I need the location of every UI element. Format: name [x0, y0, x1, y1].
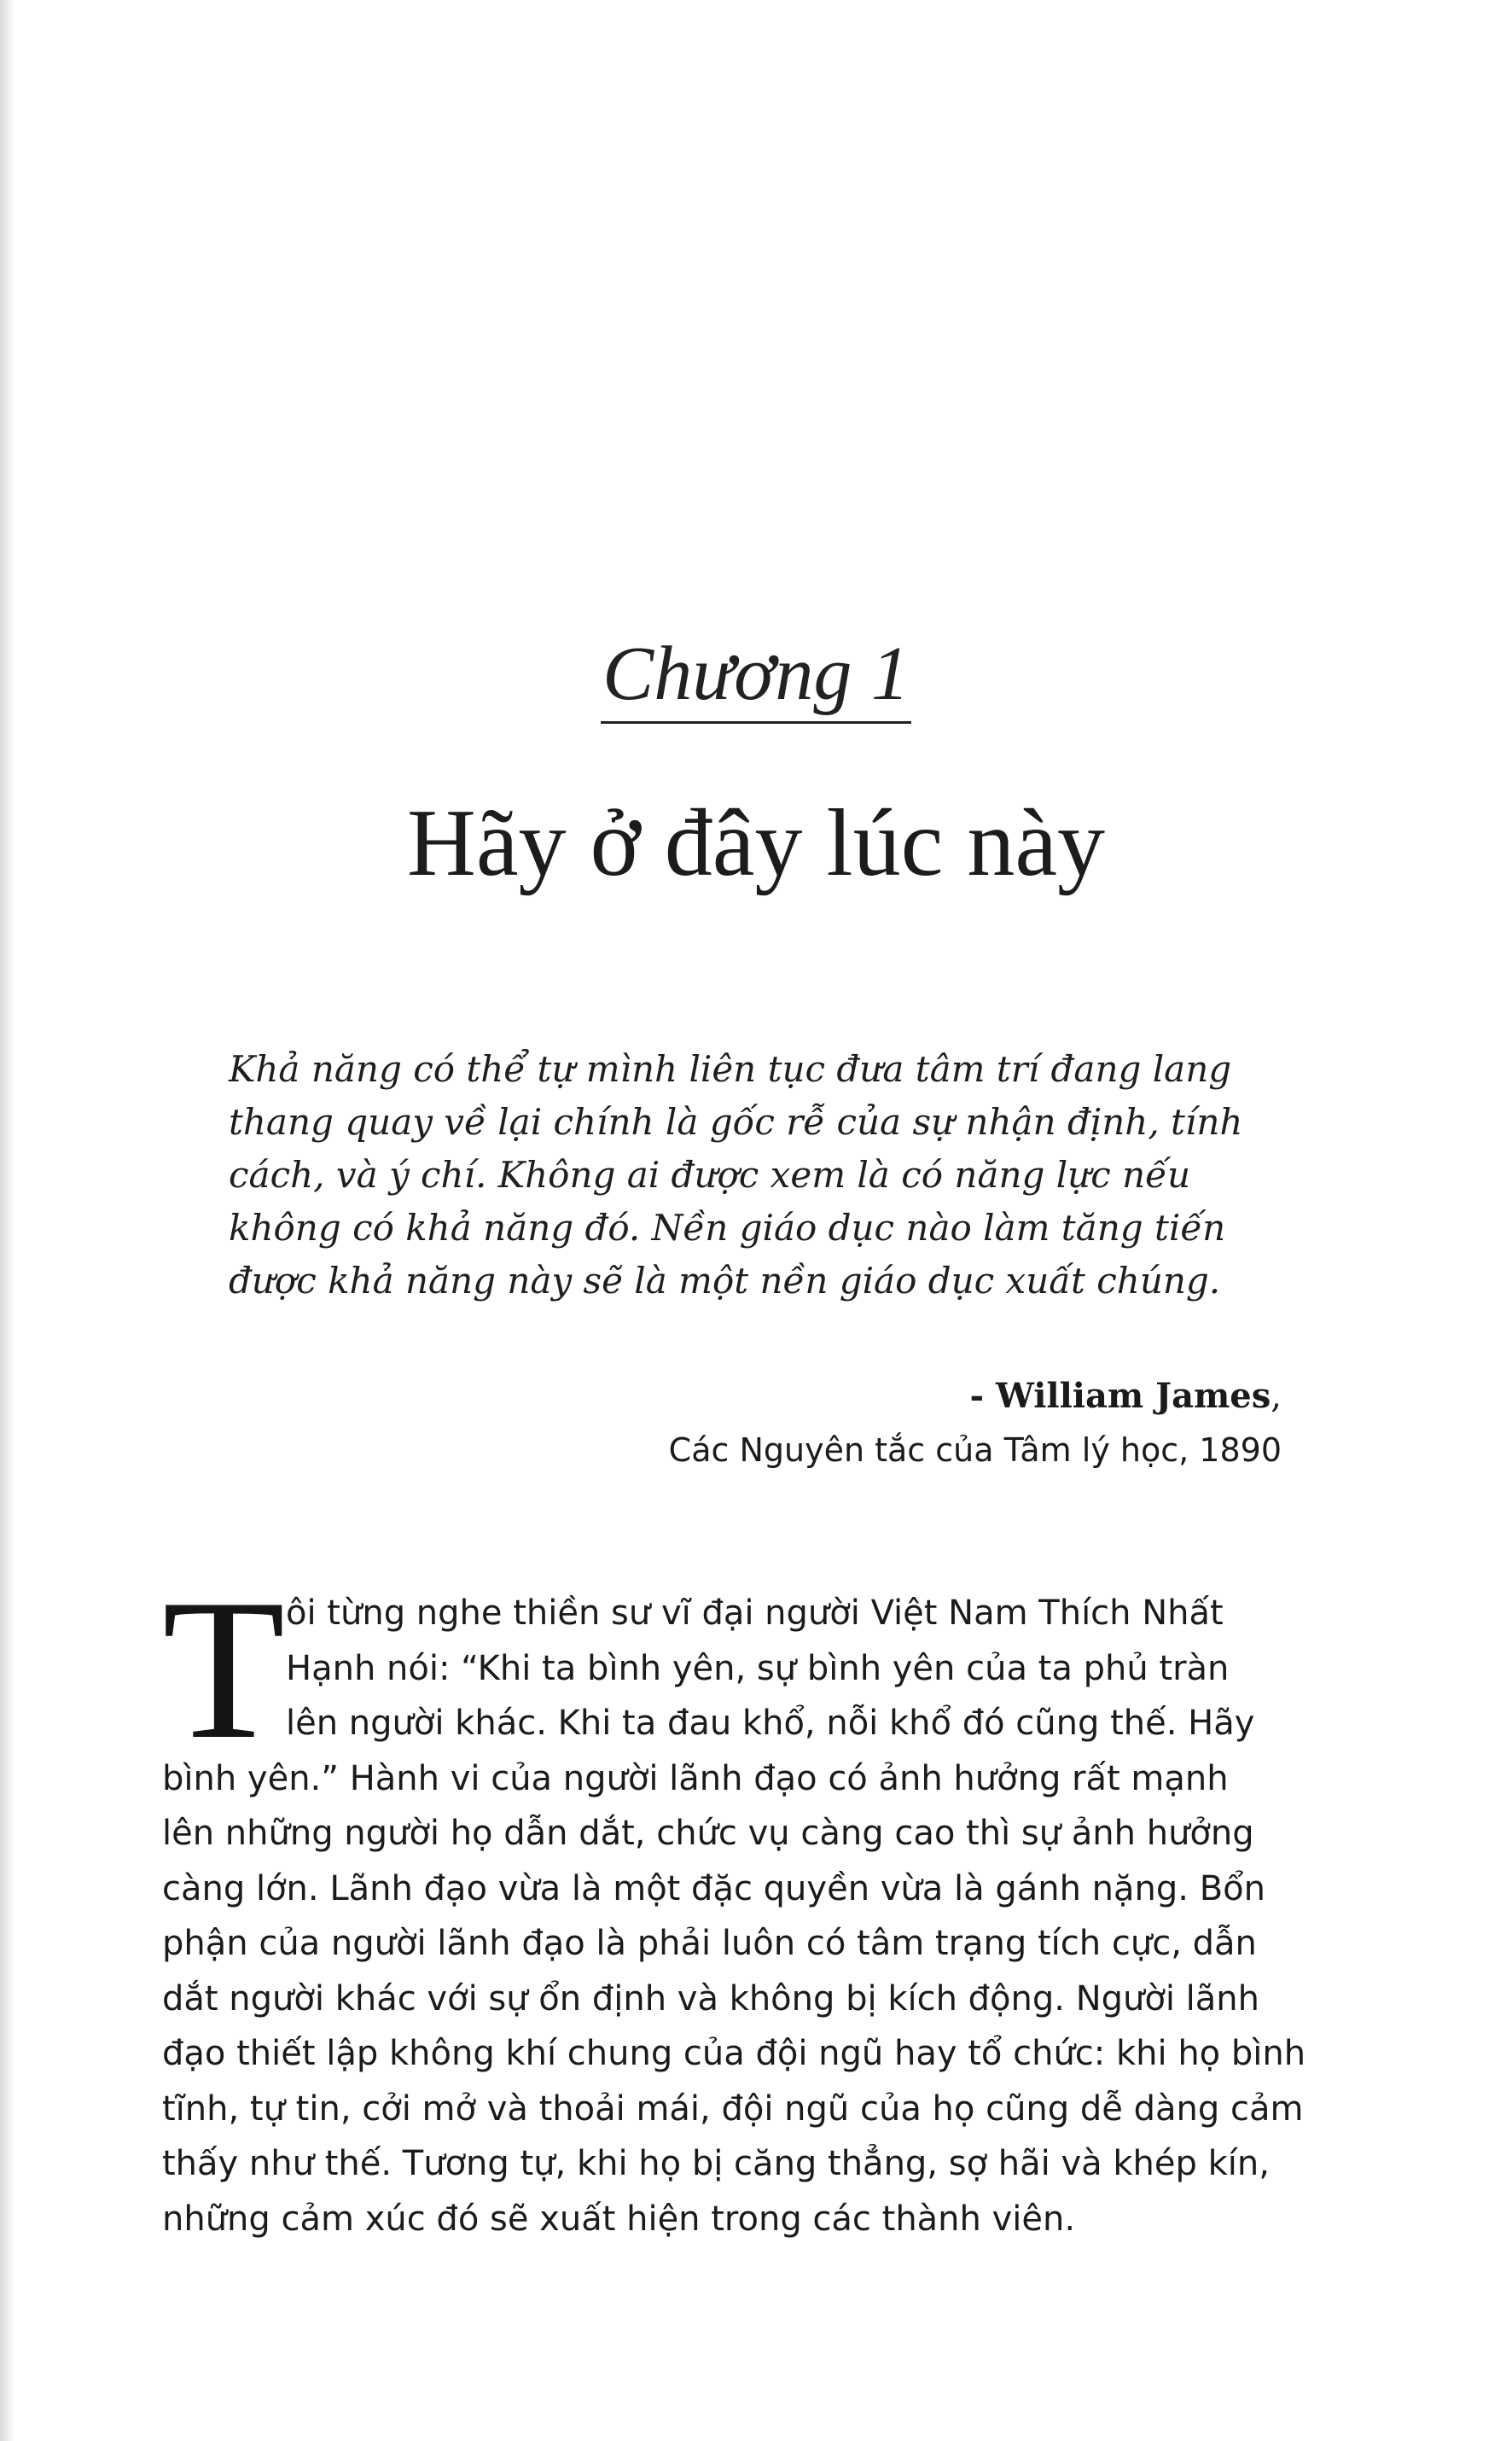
- body-line: lên những người họ dẫn dắt, chức vụ càng cao thì sự ảnh hưởng: [162, 1814, 1254, 1853]
- body-line: đạo thiết lập không khí chung của đội ngũ hay tổ chức: khi họ bình: [162, 2034, 1306, 2073]
- body-line: những cảm xúc đó sẽ xuất hiện trong các thành viên.: [162, 2199, 1076, 2239]
- attribution-author: William James: [995, 1376, 1271, 1416]
- attribution-author-line: [669, 1370, 1282, 1423]
- attribution-dash: -: [969, 1376, 996, 1416]
- body-line: càng lớn. Lãnh đạo vừa là một đặc quyền vừa là gánh nặng. Bổn: [162, 1868, 1265, 1908]
- drop-cap: T: [162, 1558, 286, 1781]
- attribution-comma: ,: [1271, 1377, 1282, 1416]
- body-line: bình yên.” Hành vi của người lãnh đạo có ảnh hưởng rất mạnh: [162, 1758, 1229, 1798]
- epigraph-quote: [229, 1043, 1304, 1308]
- epigraph-line: không có khả năng đó. Nền giáo dục nào làm tăng tiến: [229, 1207, 1226, 1249]
- epigraph-line: Khả năng có thể tự mình liên tục đưa tâm trí đang lang: [229, 1048, 1232, 1090]
- body-line: thấy như thế. Tương tự, khi họ bị căng thẳng, sợ hãi và khép kín,: [162, 2144, 1270, 2183]
- epigraph-line: được khả năng này sẽ là một nền giáo dục xuất chúng.: [229, 1260, 1221, 1302]
- epigraph-line: cách, và ý chí. Không ai được xem là có năng lực nếu: [229, 1154, 1191, 1196]
- chapter-label-text: Chương 1: [601, 627, 911, 724]
- body-line: Hạnh nói: “Khi ta bình yên, sự bình yên của ta phủ tràn: [286, 1648, 1230, 1688]
- epigraph-line: thang quay về lại chính là gốc rễ của sự nhận định, tính: [229, 1101, 1243, 1143]
- body-line: ôi từng nghe thiền sư vĩ đại người Việt Nam Thích Nhất: [286, 1593, 1224, 1633]
- chapter-label: [0, 627, 1512, 724]
- epigraph-attribution: [669, 1370, 1282, 1477]
- body-line: phận của người lãnh đạo là phải luôn có tâm trạng tích cực, dẫn: [162, 1924, 1257, 1963]
- page-edge-shadow: [0, 0, 15, 2441]
- body-line: dắt người khác với sự ổn định và không bị kích động. Người lãnh: [162, 1978, 1259, 2019]
- attribution-source: Các Nguyên tắc của Tâm lý học, 1890: [668, 1431, 1282, 1469]
- chapter-title: Hãy ở đây lúc này: [406, 790, 1106, 896]
- body-paragraph: [162, 1558, 1357, 2246]
- body-line: tĩnh, tự tin, cởi mở và thoải mái, đội ngũ của họ cũng dễ dàng cảm: [162, 2089, 1304, 2129]
- body-line: lên người khác. Khi ta đau khổ, nỗi khổ đó cũng thế. Hãy: [286, 1704, 1255, 1743]
